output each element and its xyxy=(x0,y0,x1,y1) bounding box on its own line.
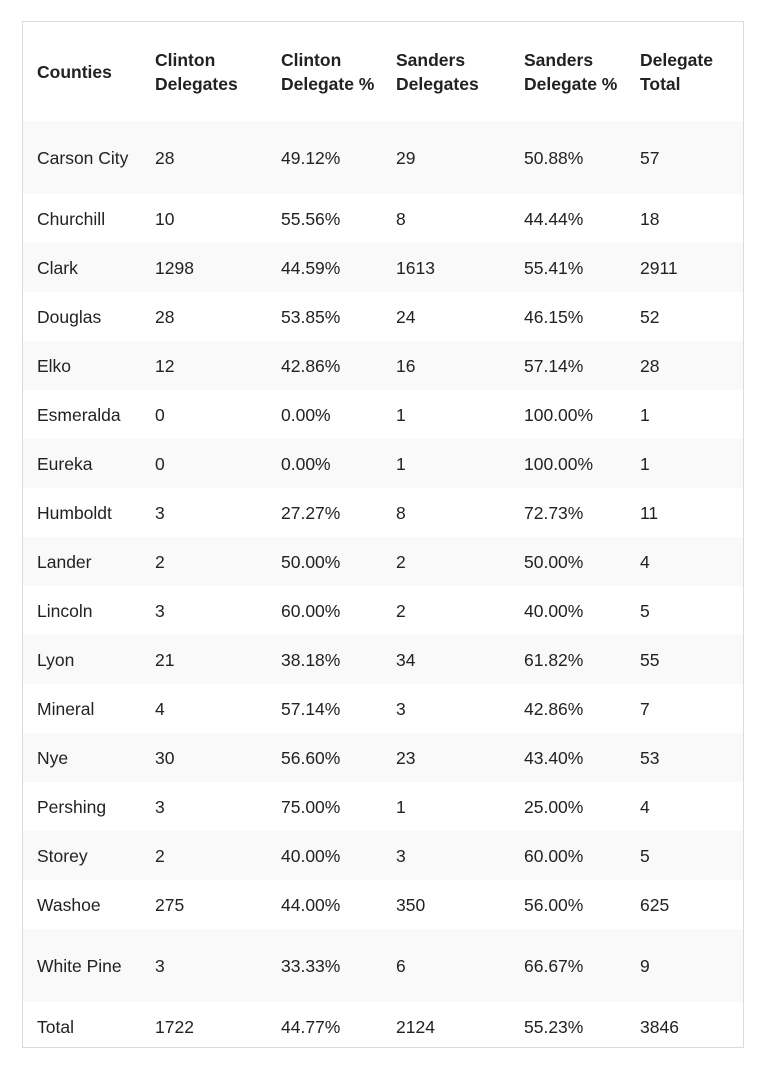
header-sanders-delegate-percent: Sanders Delegate % xyxy=(524,49,618,94)
cell-delegate-total: 4 xyxy=(640,551,650,572)
cell-county: Lincoln xyxy=(37,600,93,621)
cell-clinton-percent: 50.00% xyxy=(281,551,341,572)
cell-delegate-total: 53 xyxy=(640,747,660,768)
cell-sanders-delegates: 350 xyxy=(396,894,426,915)
table-row xyxy=(23,243,743,292)
cell-sanders-delegates: 2 xyxy=(396,551,406,572)
cell-sanders-delegates: 34 xyxy=(396,649,416,670)
cell-county: Washoe xyxy=(37,894,101,915)
cell-sanders-delegates: 2 xyxy=(396,600,406,621)
table-row xyxy=(23,121,743,194)
cell-sanders-delegates: 23 xyxy=(396,747,416,768)
header-clinton-delegate-percent: Clinton Delegate % xyxy=(281,49,375,94)
cell-sanders-percent: 57.14% xyxy=(524,355,584,376)
cell-sanders-delegates: 16 xyxy=(396,355,416,376)
table-body xyxy=(23,121,743,1051)
cell-sanders-percent: 66.67% xyxy=(524,955,584,976)
table-row xyxy=(23,880,743,929)
table-row xyxy=(23,586,743,635)
cell-clinton-percent: 57.14% xyxy=(281,698,341,719)
cell-sanders-percent: 100.00% xyxy=(524,404,594,425)
header-delegate-total: Delegate Total xyxy=(640,49,713,94)
cell-delegate-total: 1 xyxy=(640,404,650,425)
cell-sanders-percent: 55.41% xyxy=(524,257,584,278)
cell-clinton-percent: 44.77% xyxy=(281,1016,341,1037)
cell-delegate-total: 18 xyxy=(640,208,660,229)
cell-clinton-delegates: 0 xyxy=(155,453,165,474)
table-row xyxy=(23,292,743,341)
table-row xyxy=(23,733,743,782)
table-row xyxy=(23,194,743,243)
cell-sanders-delegates: 1613 xyxy=(396,257,435,278)
table-row xyxy=(23,831,743,880)
cell-county: White Pine xyxy=(37,955,122,976)
cell-delegate-total: 11 xyxy=(640,502,659,523)
cell-county: Lyon xyxy=(37,649,75,670)
cell-delegate-total: 3846 xyxy=(640,1016,679,1037)
table-row xyxy=(23,635,743,684)
cell-county: Carson City xyxy=(37,147,129,168)
cell-clinton-delegates: 30 xyxy=(155,747,175,768)
cell-county: Pershing xyxy=(37,796,107,817)
cell-sanders-delegates: 1 xyxy=(396,404,406,425)
cell-clinton-delegates: 4 xyxy=(155,698,165,719)
cell-clinton-delegates: 2 xyxy=(155,845,165,866)
cell-clinton-delegates: 3 xyxy=(155,955,165,976)
cell-clinton-percent: 56.60% xyxy=(281,747,341,768)
cell-clinton-delegates: 12 xyxy=(155,355,175,376)
header-clinton-delegates: Clinton Delegates xyxy=(155,49,238,94)
cell-clinton-delegates: 1722 xyxy=(155,1016,194,1037)
cell-county: Clark xyxy=(37,257,78,278)
cell-sanders-percent: 25.00% xyxy=(524,796,584,817)
table-row xyxy=(23,537,743,586)
cell-sanders-percent: 50.88% xyxy=(524,147,584,168)
cell-sanders-percent: 56.00% xyxy=(524,894,584,915)
table-row xyxy=(23,341,743,390)
cell-county: Douglas xyxy=(37,306,102,327)
cell-sanders-delegates: 3 xyxy=(396,698,406,719)
cell-clinton-delegates: 1298 xyxy=(155,257,194,278)
cell-clinton-percent: 42.86% xyxy=(281,355,341,376)
cell-county: Elko xyxy=(37,355,72,376)
cell-sanders-percent: 43.40% xyxy=(524,747,584,768)
cell-delegate-total: 55 xyxy=(640,649,660,670)
cell-clinton-percent: 0.00% xyxy=(281,453,331,474)
cell-county: Nye xyxy=(37,747,69,768)
cell-county: Storey xyxy=(37,845,88,866)
delegates-table xyxy=(23,22,743,1051)
header-counties: Counties xyxy=(37,61,112,82)
cell-clinton-delegates: 28 xyxy=(155,147,175,168)
cell-clinton-percent: 49.12% xyxy=(281,147,341,168)
cell-county: Esmeralda xyxy=(37,404,121,425)
cell-clinton-delegates: 275 xyxy=(155,894,185,915)
cell-clinton-percent: 33.33% xyxy=(281,955,341,976)
cell-clinton-percent: 27.27% xyxy=(281,502,341,523)
cell-clinton-delegates: 3 xyxy=(155,600,165,621)
cell-sanders-percent: 40.00% xyxy=(524,600,584,621)
cell-sanders-delegates: 8 xyxy=(396,502,406,523)
cell-county: Churchill xyxy=(37,208,106,229)
cell-clinton-percent: 53.85% xyxy=(281,306,341,327)
cell-sanders-percent: 42.86% xyxy=(524,698,584,719)
cell-clinton-percent: 60.00% xyxy=(281,600,341,621)
cell-sanders-percent: 55.23% xyxy=(524,1016,584,1037)
cell-clinton-percent: 75.00% xyxy=(281,796,341,817)
cell-clinton-percent: 38.18% xyxy=(281,649,341,670)
cell-clinton-delegates: 10 xyxy=(155,208,175,229)
cell-delegate-total: 9 xyxy=(640,955,650,976)
table-row xyxy=(23,390,743,439)
table-row xyxy=(23,439,743,488)
cell-county: Humboldt xyxy=(37,502,112,523)
cell-sanders-percent: 100.00% xyxy=(524,453,594,474)
cell-delegate-total: 2911 xyxy=(640,257,678,278)
cell-county: Mineral xyxy=(37,698,95,719)
cell-sanders-delegates: 1 xyxy=(396,453,406,474)
cell-county: Eureka xyxy=(37,453,93,474)
cell-delegate-total: 7 xyxy=(640,698,650,719)
cell-clinton-delegates: 28 xyxy=(155,306,175,327)
cell-sanders-delegates: 8 xyxy=(396,208,406,229)
cell-delegate-total: 4 xyxy=(640,796,650,817)
table-header xyxy=(23,22,743,121)
cell-sanders-percent: 50.00% xyxy=(524,551,584,572)
cell-county: Total xyxy=(37,1016,74,1037)
header-sanders-delegates: Sanders Delegates xyxy=(396,49,479,94)
table-row xyxy=(23,929,743,1002)
cell-sanders-delegates: 24 xyxy=(396,306,416,327)
cell-sanders-delegates: 2124 xyxy=(396,1016,435,1037)
cell-sanders-percent: 61.82% xyxy=(524,649,584,670)
cell-county: Lander xyxy=(37,551,92,572)
cell-sanders-delegates: 1 xyxy=(396,796,406,817)
header-row xyxy=(23,22,743,121)
cell-clinton-delegates: 21 xyxy=(155,649,175,670)
cell-clinton-percent: 44.00% xyxy=(281,894,341,915)
cell-sanders-percent: 44.44% xyxy=(524,208,584,229)
cell-delegate-total: 28 xyxy=(640,355,660,376)
table-row-total xyxy=(23,1002,743,1051)
cell-delegate-total: 625 xyxy=(640,894,670,915)
cell-clinton-delegates: 0 xyxy=(155,404,165,425)
cell-delegate-total: 1 xyxy=(640,453,650,474)
cell-sanders-percent: 72.73% xyxy=(524,502,584,523)
cell-clinton-percent: 0.00% xyxy=(281,404,331,425)
cell-delegate-total: 52 xyxy=(640,306,660,327)
cell-delegate-total: 5 xyxy=(640,600,650,621)
cell-sanders-delegates: 29 xyxy=(396,147,416,168)
cell-clinton-percent: 55.56% xyxy=(281,208,341,229)
cell-delegate-total: 57 xyxy=(640,147,660,168)
cell-sanders-delegates: 6 xyxy=(396,955,406,976)
cell-clinton-delegates: 3 xyxy=(155,796,165,817)
cell-sanders-delegates: 3 xyxy=(396,845,406,866)
table-row xyxy=(23,782,743,831)
cell-sanders-percent: 60.00% xyxy=(524,845,584,866)
cell-clinton-percent: 40.00% xyxy=(281,845,341,866)
cell-sanders-percent: 46.15% xyxy=(524,306,584,327)
cell-clinton-delegates: 2 xyxy=(155,551,165,572)
table-row xyxy=(23,684,743,733)
table-container xyxy=(22,21,744,1048)
cell-clinton-delegates: 3 xyxy=(155,502,165,523)
cell-delegate-total: 5 xyxy=(640,845,650,866)
cell-clinton-percent: 44.59% xyxy=(281,257,341,278)
table-row xyxy=(23,488,743,537)
